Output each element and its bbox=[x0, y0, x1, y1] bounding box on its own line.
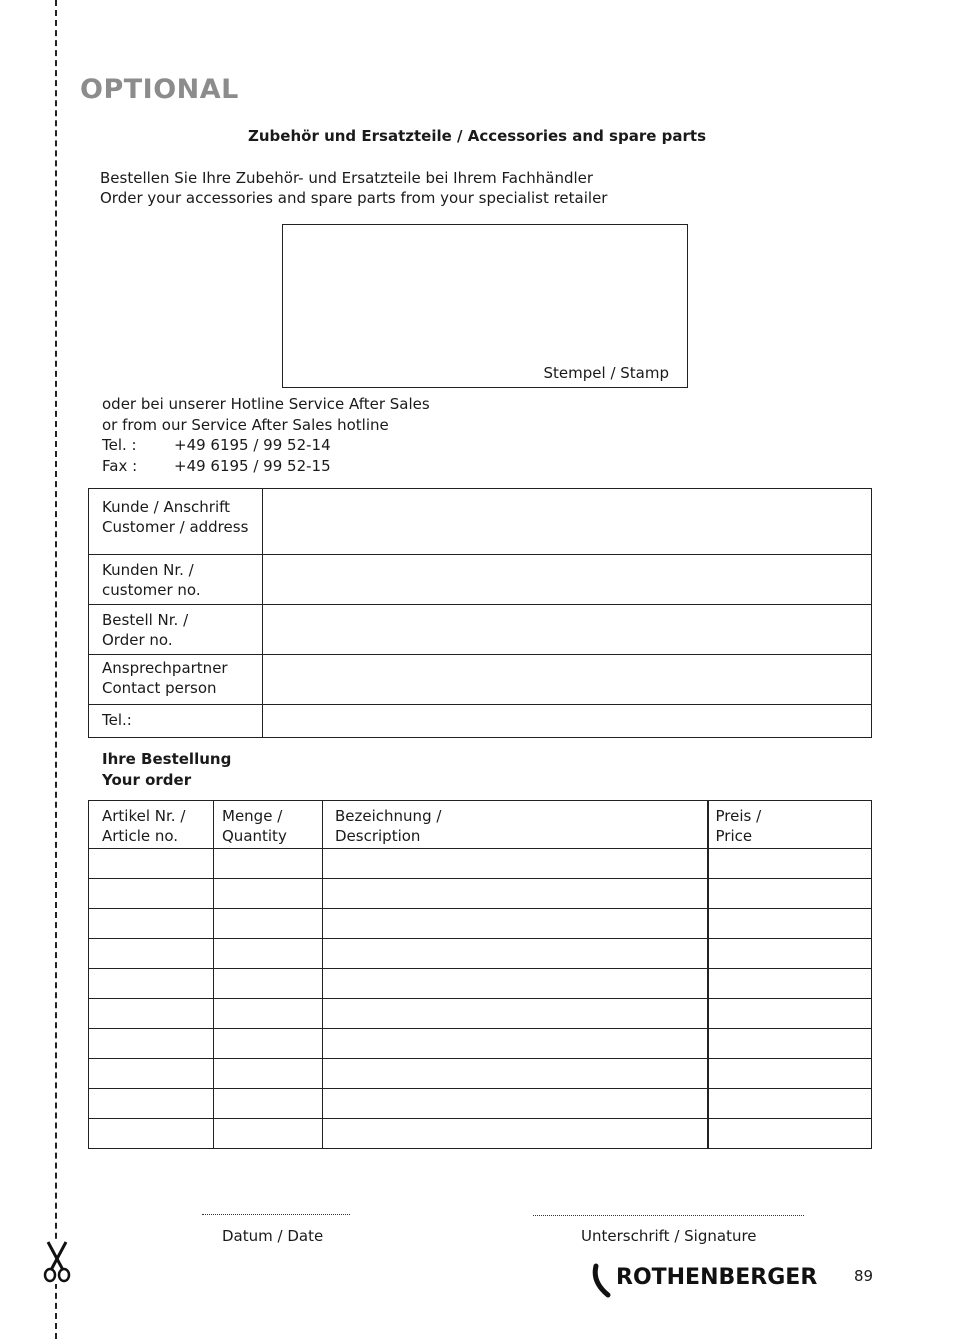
price-cell[interactable] bbox=[708, 1119, 872, 1149]
quantity-cell[interactable] bbox=[214, 909, 323, 939]
article-cell[interactable] bbox=[89, 1089, 214, 1119]
field-label-address: Kunde / Anschrift Customer / address bbox=[89, 489, 263, 555]
scissors-icon bbox=[42, 1240, 72, 1284]
order-row bbox=[89, 879, 872, 909]
article-cell[interactable] bbox=[89, 1029, 214, 1059]
quantity-cell[interactable] bbox=[214, 1029, 323, 1059]
order-row bbox=[89, 909, 872, 939]
field-label-tel: Tel.: bbox=[89, 705, 263, 738]
brand-name: ROTHENBERGER bbox=[616, 1265, 818, 1290]
order-row bbox=[89, 1089, 872, 1119]
price-cell[interactable] bbox=[708, 999, 872, 1029]
order-header-row bbox=[89, 801, 872, 849]
customer-row-order-no bbox=[89, 605, 872, 655]
page-number: 89 bbox=[854, 1267, 874, 1285]
field-input-tel[interactable] bbox=[263, 705, 872, 738]
hotline-line-en: or from our Service After Sales hotline bbox=[102, 415, 389, 434]
description-cell[interactable] bbox=[323, 879, 708, 909]
order-title-de: Ihre Bestellung bbox=[102, 750, 232, 768]
order-row bbox=[89, 969, 872, 999]
customer-row-number bbox=[89, 555, 872, 605]
hotline-tel bbox=[102, 435, 430, 456]
signature-label: Unterschrift / Signature bbox=[581, 1227, 757, 1245]
hotline-fax bbox=[102, 456, 430, 477]
quantity-cell[interactable] bbox=[214, 939, 323, 969]
price-cell[interactable] bbox=[708, 1059, 872, 1089]
description-cell[interactable] bbox=[323, 1089, 708, 1119]
field-input-address[interactable] bbox=[263, 489, 872, 555]
date-line[interactable] bbox=[202, 1214, 350, 1215]
price-cell[interactable] bbox=[708, 849, 872, 879]
description-cell[interactable] bbox=[323, 849, 708, 879]
hotline-info bbox=[102, 394, 430, 476]
tel-value: +49 6195 / 99 52-14 bbox=[174, 436, 331, 454]
description-cell[interactable] bbox=[323, 999, 708, 1029]
order-row bbox=[89, 1029, 872, 1059]
article-cell[interactable] bbox=[89, 1119, 214, 1149]
quantity-cell[interactable] bbox=[214, 849, 323, 879]
col-header-article: Artikel Nr. / Article no. bbox=[89, 801, 214, 849]
price-cell[interactable] bbox=[708, 1089, 872, 1119]
quantity-cell[interactable] bbox=[214, 1119, 323, 1149]
description-cell[interactable] bbox=[323, 1059, 708, 1089]
customer-row-contact bbox=[89, 655, 872, 705]
col-header-description: Bezeichnung / Description bbox=[323, 801, 708, 849]
field-input-contact[interactable] bbox=[263, 655, 872, 705]
order-row bbox=[89, 1059, 872, 1089]
date-label: Datum / Date bbox=[222, 1227, 324, 1245]
price-cell[interactable] bbox=[708, 1029, 872, 1059]
quantity-cell[interactable] bbox=[214, 1089, 323, 1119]
col-header-quantity: Menge / Quantity bbox=[214, 801, 323, 849]
hotline-line-de: oder bei unserer Hotline Service After Sales bbox=[102, 395, 430, 413]
cut-line bbox=[55, 0, 57, 1339]
price-cell[interactable] bbox=[708, 939, 872, 969]
logo-bracket-icon bbox=[590, 1262, 618, 1298]
article-cell[interactable] bbox=[89, 849, 214, 879]
description-cell[interactable] bbox=[323, 939, 708, 969]
article-cell[interactable] bbox=[89, 939, 214, 969]
fax-label: Fax : bbox=[102, 456, 138, 475]
field-label-order-no: Bestell Nr. / Order no. bbox=[89, 605, 263, 655]
customer-row-tel bbox=[89, 705, 872, 738]
fax-value: +49 6195 / 99 52-15 bbox=[174, 456, 331, 475]
price-cell[interactable] bbox=[708, 909, 872, 939]
intro-line-de: Bestellen Sie Ihre Zubehör- und Ersatzteile bei Ihrem Fachhändler bbox=[100, 169, 594, 187]
tel-label: Tel. : bbox=[102, 436, 137, 454]
price-cell[interactable] bbox=[708, 879, 872, 909]
field-input-order-no[interactable] bbox=[263, 605, 872, 655]
order-row bbox=[89, 939, 872, 969]
order-row bbox=[89, 1119, 872, 1149]
order-title-en: Your order bbox=[102, 771, 192, 789]
article-cell[interactable] bbox=[89, 999, 214, 1029]
quantity-cell[interactable] bbox=[214, 879, 323, 909]
field-label-contact: Ansprechpartner Contact person bbox=[89, 655, 263, 705]
customer-row-address bbox=[89, 489, 872, 555]
description-cell[interactable] bbox=[323, 969, 708, 999]
article-cell[interactable] bbox=[89, 909, 214, 939]
quantity-cell[interactable] bbox=[214, 999, 323, 1029]
stamp-box bbox=[282, 224, 688, 388]
description-cell[interactable] bbox=[323, 1029, 708, 1059]
price-cell[interactable] bbox=[708, 969, 872, 999]
customer-table bbox=[88, 488, 872, 738]
order-row bbox=[89, 999, 872, 1029]
article-cell[interactable] bbox=[89, 1059, 214, 1089]
intro-line-en: Order your accessories and spare parts from your specialist retailer bbox=[100, 189, 608, 207]
description-cell[interactable] bbox=[323, 909, 708, 939]
intro-text bbox=[100, 168, 607, 208]
field-input-customer-no[interactable] bbox=[263, 555, 872, 605]
stamp-label: Stempel / Stamp bbox=[543, 364, 669, 382]
quantity-cell[interactable] bbox=[214, 1059, 323, 1089]
signature-line[interactable] bbox=[533, 1215, 804, 1216]
order-title bbox=[102, 749, 231, 791]
field-label-customer-no: Kunden Nr. / customer no. bbox=[89, 555, 263, 605]
page-heading: OPTIONAL bbox=[80, 74, 239, 105]
order-table bbox=[88, 800, 872, 1149]
quantity-cell[interactable] bbox=[214, 969, 323, 999]
description-cell[interactable] bbox=[323, 1119, 708, 1149]
article-cell[interactable] bbox=[89, 879, 214, 909]
article-cell[interactable] bbox=[89, 969, 214, 999]
section-subheading: Zubehör und Ersatzteile / Accessories and spare parts bbox=[248, 127, 706, 145]
order-row bbox=[89, 849, 872, 879]
col-header-price: Preis / Price bbox=[708, 801, 872, 849]
